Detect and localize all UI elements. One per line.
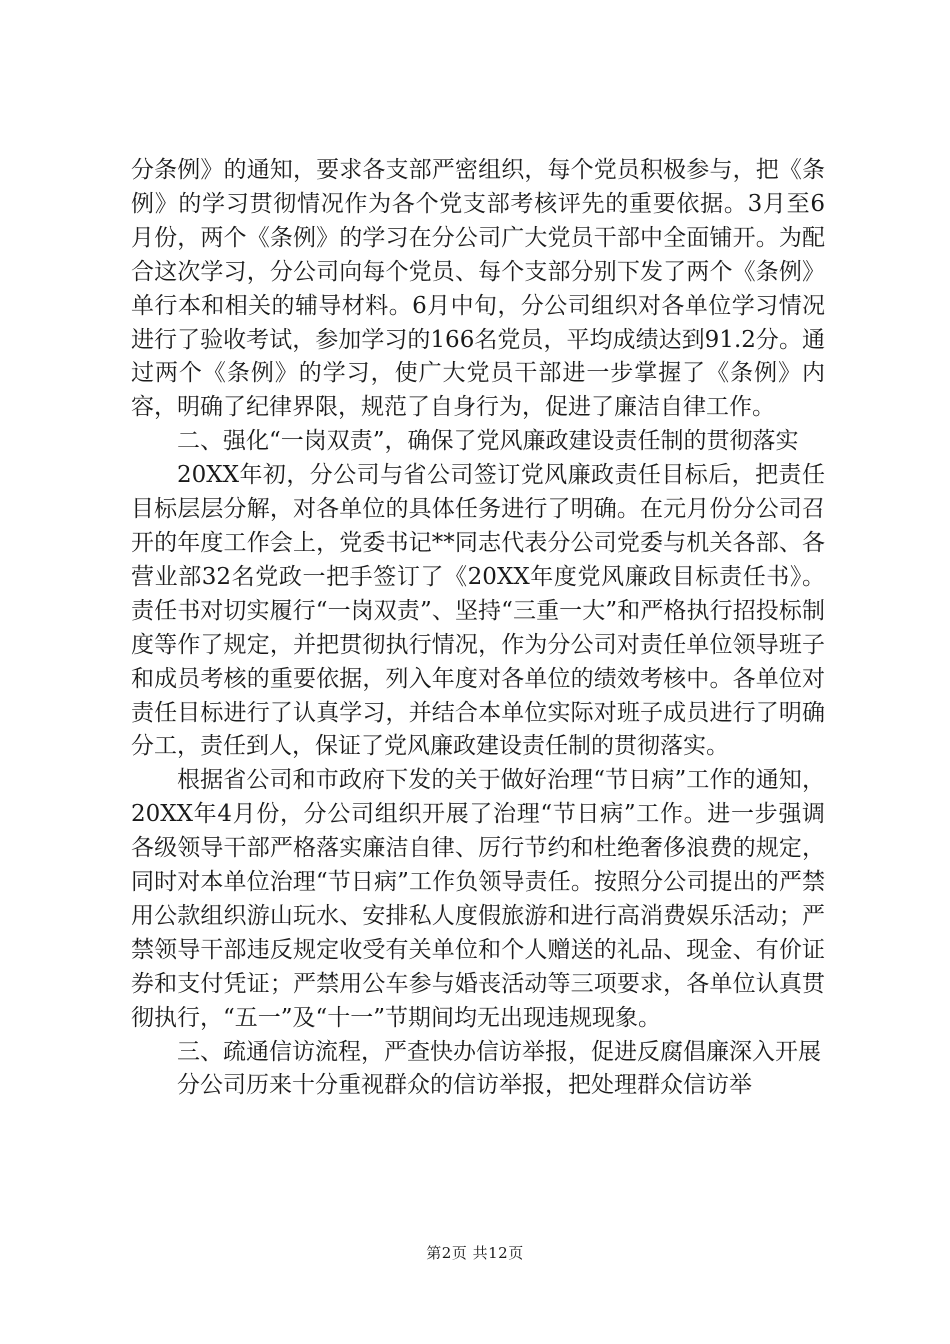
- section-heading-3: 三、疏通信访流程，严查快办信访举报，促进反腐倡廉深入开展: [177, 1038, 821, 1065]
- paragraph-6: 分公司历来十分重视群众的信访举报，把处理群众信访举: [177, 1072, 752, 1099]
- page-number-footer: 第2页 共12页: [426, 1244, 524, 1262]
- paragraph-3: 20XX年初，分公司与省公司签订党风廉政责任目标后，把责任目标层层分解，对各单位的具体任务进行了明确。在元月份分公司召开的年度工作会上，党委书记**同志代表分公司党委与机关各部、各营业部32名党政一把手签订了《20XX年度党风廉政目标责任书》。责任书对切实履行“一岗双责”、坚持“三重一大”和严格执行招投标制度等作了规定，并把贯彻执行情况，作为分公司对责任单位领导班子和成员考核的重要依据，列入年度对各单位的绩效考核中。各单位对责任目标进行了认真学习，并结合本单位实际对班子成员进行了明确分工，责任到人，保证了党风廉政建设责任制的贯彻落实。: [131, 462, 825, 760]
- paragraph-1: 分条例》的通知，要求各支部严密组织，每个党员积极参与，把《条例》的学习贯彻情况作为各个党支部考核评先的重要依据。3月至6月份，两个《条例》的学习在分公司广大党员干部中全面铺开。为配合这次学习，分公司向每个党员、每个支部分别下发了两个《条例》单行本和相关的辅导材料。6月中旬，分公司组织对各单位学习情况进行了验收考试，参加学习的166名党员，平均成绩达到91.2分。通过两个《条例》的学习，使广大党员干部进一步掌握了《条例》内容，明确了纪律界限，规范了自身行为，促进了廉洁自律工作。: [131, 157, 825, 421]
- section-heading-2: 二、强化“一岗双责”，确保了党风廉政建设责任制的贯彻落实: [177, 428, 799, 455]
- paragraph-4: 根据省公司和市政府下发的关于做好治理“节日病”工作的通知，20XX年4月份，分公司组织开展了治理“节日病”工作。进一步强调各级领导干部严格落实廉洁自律、厉行节约和杜绝奢侈浪费的规定，同时对本单位治理“节日病”工作负领导责任。按照分公司提出的严禁用公款组织游山玩水、安排私人度假旅游和进行高消费娱乐活动；严禁领导干部违反规定收受有关单位和个人赠送的礼品、现金、有价证券和支付凭证；严禁用公车参与婚丧活动等三项要求，各单位认真贯彻执行，“五一”及“十一”节期间均无出现违规现象。: [131, 767, 825, 1031]
- document-body: [131, 154, 825, 1103]
